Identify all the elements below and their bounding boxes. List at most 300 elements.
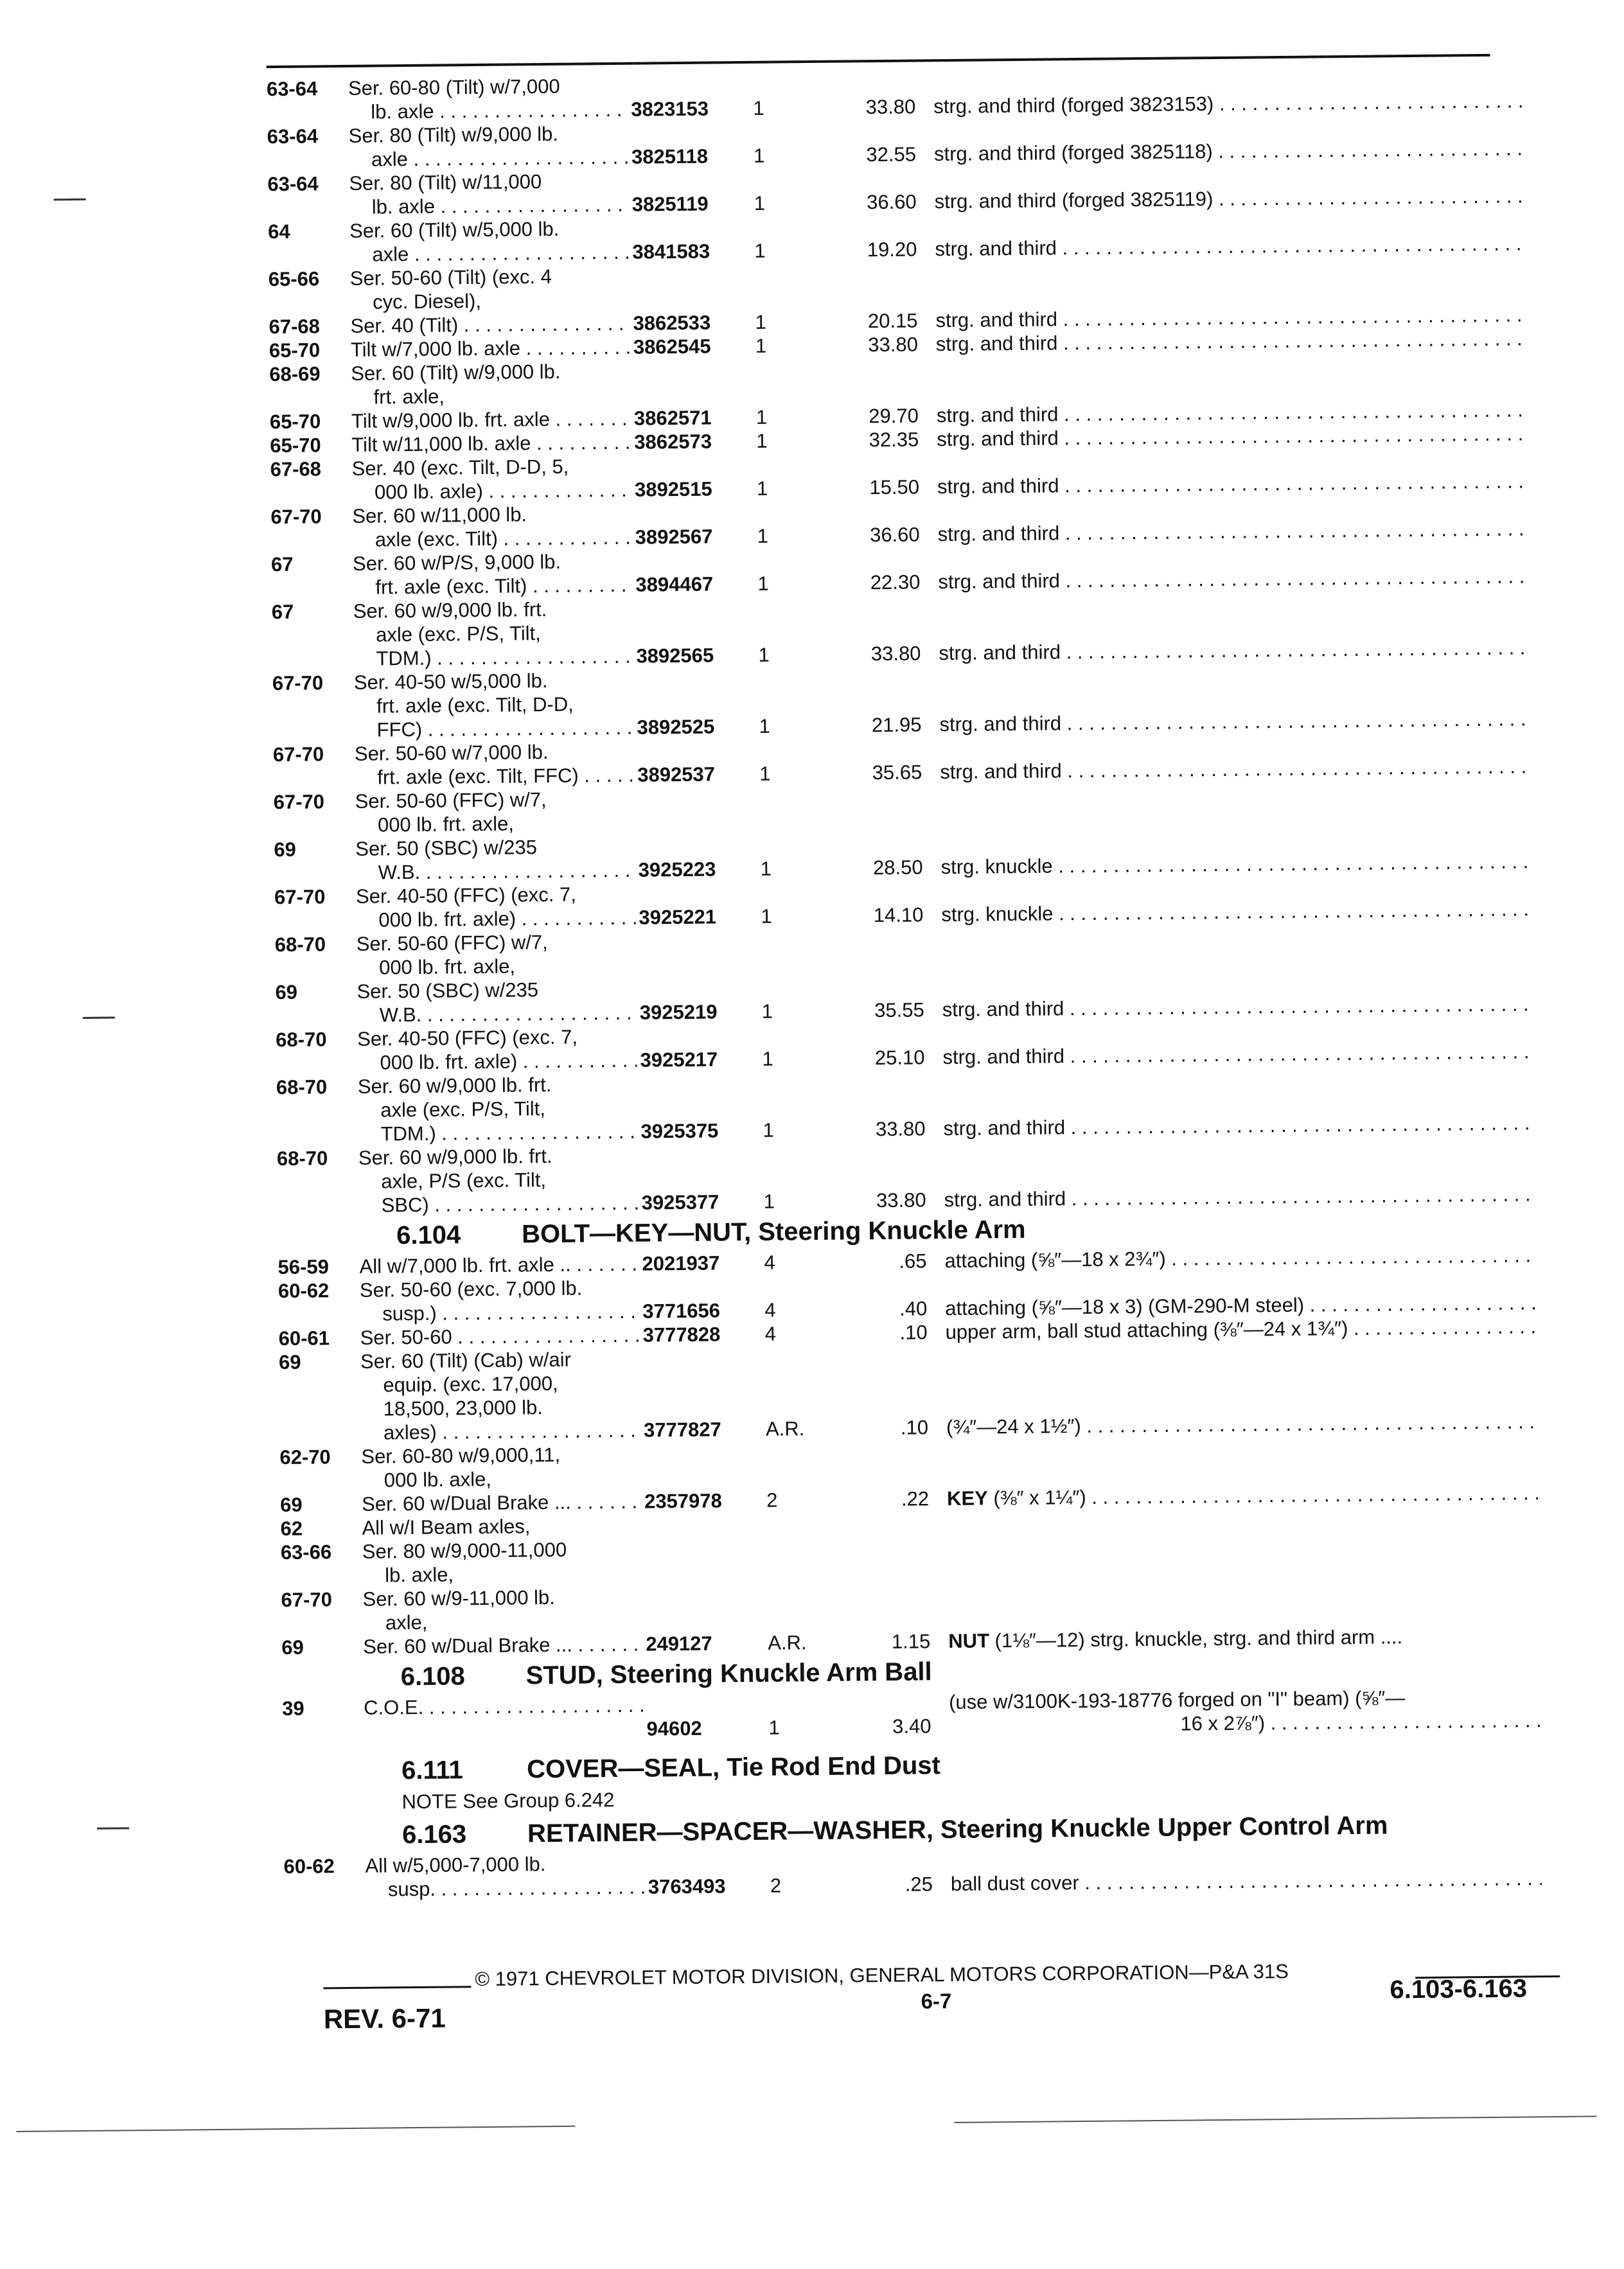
part-number: 2357978	[644, 1489, 722, 1513]
quantity: 1	[763, 1190, 775, 1213]
section-title: RETAINER—SPACER—WASHER, Steering Knuckle Upper Control Arm	[527, 1811, 1388, 1848]
quantity: 4	[764, 1298, 776, 1321]
part-number: 3825119	[631, 192, 709, 216]
part-description	[354, 668, 634, 742]
quantity: 4	[764, 1251, 775, 1274]
part-number: 3894467	[635, 572, 714, 596]
price: 22.30	[870, 570, 921, 594]
part-number: 94602	[646, 1717, 702, 1740]
quantity: 1	[755, 405, 768, 428]
section-number: 6.163	[402, 1820, 467, 1850]
model-year: 67-68	[270, 457, 322, 481]
description-line: TDM.) . . .	[353, 644, 633, 671]
quantity	[755, 381, 833, 382]
part-description	[361, 1442, 641, 1492]
quantity: 1	[754, 191, 766, 215]
remark-line: NUT (1⅛″—12) strg. knuckle, strg. and third arm ....	[948, 1625, 1403, 1653]
part-description	[362, 1514, 641, 1540]
price: 25.10	[874, 1046, 925, 1070]
bottom-rule	[954, 2115, 1596, 2123]
model-year: 68-70	[276, 1028, 327, 1052]
description-line: cyc. Diesel),	[372, 289, 482, 313]
quantity: 4	[764, 1322, 777, 1345]
margin-mark	[97, 1827, 129, 1829]
part-description	[355, 739, 635, 790]
description-line: Ser. 60-80 w/9,000,11,	[361, 1443, 561, 1468]
model-year: 60-62	[283, 1855, 335, 1878]
description-line: axle (exc. Tilt) . . .	[353, 525, 632, 552]
model-year: 67	[271, 600, 294, 624]
description-line: axle,	[385, 1611, 428, 1634]
part-number: 3862533	[633, 311, 711, 335]
price: 28.50	[872, 856, 923, 879]
part-number: 3925221	[639, 905, 717, 929]
part-description	[357, 977, 637, 1027]
section-title: STUD, Steering Knuckle Arm Ball	[525, 1657, 932, 1690]
remark-line: strg. and third . . .	[937, 421, 1528, 451]
section-number: 6.104	[396, 1221, 461, 1250]
part-number: 249127	[646, 1632, 712, 1655]
description-line: All w/I Beam axles,	[362, 1515, 531, 1539]
price: 33.80	[875, 1117, 926, 1141]
part-description	[348, 121, 628, 172]
description-line: lb. axle,	[385, 1563, 454, 1587]
description-line: susp. . . .	[366, 1875, 645, 1902]
description-line: Tilt w/11,000 lb. axle . . .	[351, 430, 631, 457]
quantity: 1	[755, 310, 766, 333]
model-year: 56-59	[278, 1255, 330, 1279]
description-line: frt. axle (exc. Tilt) . . .	[353, 573, 632, 599]
description-line: 000 lb. axle) . . .	[352, 478, 631, 504]
quantity: 1	[761, 905, 772, 928]
model-year: 63-66	[280, 1541, 332, 1564]
description-line: Ser. 50 (SBC) w/235	[357, 978, 539, 1003]
model-year: 67-70	[272, 671, 324, 695]
bottom-rule	[16, 2126, 575, 2132]
quantity: 1	[757, 524, 769, 547]
part-number	[639, 952, 748, 953]
description-line: axle (exc. P/S, Tilt,	[375, 622, 541, 646]
description-line: TDM.) . . .	[358, 1120, 637, 1146]
description-line: Ser. 60 (Tilt) w/5,000 lb.	[349, 217, 560, 242]
price: .22	[901, 1487, 930, 1510]
part-number: 3763493	[648, 1875, 726, 1898]
description-line: 000 lb. axle,	[384, 1467, 492, 1492]
model-year: 60-61	[278, 1327, 330, 1350]
model-year: 63-64	[267, 125, 319, 148]
model-year: 68-70	[274, 933, 326, 957]
price: 1.15	[891, 1630, 931, 1653]
model-year: 39	[282, 1697, 304, 1720]
model-year: 63-64	[267, 172, 319, 196]
part-description	[360, 1347, 640, 1445]
part-description	[351, 454, 631, 504]
margin-mark	[54, 199, 86, 200]
remark-line: strg. and third . . .	[940, 754, 1531, 784]
part-number	[646, 1607, 755, 1609]
note-text: NOTE See Group 6.242	[402, 1788, 615, 1814]
remarks	[944, 1182, 1535, 1212]
description-line: Ser. 60 (Tilt) (Cab) w/air	[360, 1348, 572, 1373]
part-number: 2021937	[642, 1251, 720, 1275]
part-number: 3892537	[637, 763, 716, 786]
part-description	[351, 430, 631, 457]
model-year: 69	[278, 1350, 301, 1374]
part-number: 3823153	[631, 97, 709, 121]
description-line: Ser. 80 w/9,000-11,000	[362, 1538, 567, 1563]
part-number: 3892565	[636, 644, 714, 667]
part-number: 3841583	[632, 240, 710, 263]
part-number: 3925217	[640, 1048, 718, 1072]
remark-line: (¾″—24 x 1½″) . . .	[946, 1409, 1537, 1439]
part-number	[633, 382, 743, 383]
remark-line: attaching (⅝″—18 x 3) (GM-290-M steel) . . .	[945, 1291, 1536, 1320]
part-number	[638, 809, 747, 811]
part-description	[358, 1072, 638, 1146]
remark-line: strg. knuckle . . .	[940, 849, 1531, 879]
remark-line: strg. and third . . .	[939, 635, 1530, 665]
part-description	[349, 216, 630, 267]
remarks	[949, 1684, 1540, 1738]
description-line: Ser. 60 w/9,000 lb. frt.	[353, 597, 547, 622]
quantity: 1	[756, 429, 768, 452]
remark-line: strg. and third . . .	[944, 1182, 1535, 1212]
remark-line: (use w/3100K-193-18776 forged on "I" beam) (⅝″—	[948, 1686, 1406, 1714]
description-line: 000 lb. frt. axle) . . .	[356, 906, 635, 932]
quantity: 1	[759, 762, 771, 785]
quantity: 1	[756, 477, 768, 500]
model-year: 67-70	[274, 885, 326, 909]
part-number	[644, 1465, 754, 1466]
price: 35.55	[874, 998, 924, 1022]
description-line: lb. axle . . .	[348, 98, 628, 124]
description-line: Ser. 60 w/9-11,000 lb.	[362, 1585, 555, 1611]
remark-line: strg. and third . . .	[937, 398, 1528, 427]
model-year: 62	[280, 1517, 303, 1541]
part-description	[355, 834, 635, 885]
quantity: 1	[757, 572, 769, 595]
quantity: 1	[768, 1716, 780, 1739]
part-description	[360, 1276, 640, 1326]
description-line: Ser. 60 w/Dual Brake ... . . .	[362, 1490, 641, 1516]
quantity: 1	[763, 1118, 774, 1142]
description-line: All w/5,000-7,000 lb.	[365, 1853, 546, 1877]
part-description	[362, 1585, 642, 1635]
price	[847, 1605, 930, 1606]
part-number: 3925223	[638, 858, 716, 881]
description-line: Ser. 40-50 w/5,000 lb.	[353, 669, 548, 694]
quantity: 1	[753, 144, 765, 167]
model-year: 67-70	[270, 505, 322, 529]
keyword-label: KEY	[946, 1487, 988, 1510]
model-year: 67-70	[272, 743, 324, 766]
remark-line: strg. and third . . .	[935, 231, 1526, 261]
quantity: 1	[755, 334, 767, 357]
model-year: 67-68	[269, 315, 320, 339]
quantity: A.R.	[765, 1417, 805, 1440]
quantity: 1	[760, 857, 772, 880]
model-year: 64	[267, 220, 290, 243]
remarks	[948, 1623, 1539, 1653]
model-year: 60-62	[278, 1279, 330, 1303]
part-row	[276, 1063, 1549, 1147]
part-number: 3862573	[634, 430, 712, 454]
description-line: Ser. 40 (Tilt) . . .	[350, 312, 630, 338]
remark-line: ball dust cover . . .	[951, 1866, 1542, 1896]
price: .65	[899, 1249, 927, 1273]
remark-line: KEY (⅜″ x 1¼″) . . .	[947, 1481, 1538, 1510]
part-row	[279, 1338, 1551, 1445]
quantity: 1	[754, 239, 766, 262]
description-line: Ser. 50-60 (exc. 7,000 lb.	[359, 1276, 583, 1302]
quantity: A.R.	[768, 1631, 807, 1654]
quantity	[766, 1464, 843, 1465]
remarks	[951, 1866, 1542, 1896]
part-description	[350, 264, 630, 314]
quantity: 1	[753, 96, 764, 119]
price: .40	[899, 1297, 928, 1320]
description-line: Ser. 40-50 (FFC) (exc. 7,	[355, 883, 577, 908]
quantity: 1	[762, 1047, 773, 1070]
part-description	[364, 1693, 643, 1720]
description-line: Ser. 60 w/9,000 lb. frt.	[358, 1144, 552, 1169]
remark-line: 16 x 2⅞″) . . .	[949, 1708, 1540, 1738]
part-description	[359, 1252, 639, 1278]
price: 36.60	[866, 190, 917, 214]
part-number: 3771656	[642, 1299, 721, 1323]
model-year: 67-70	[273, 790, 325, 814]
price: 32.35	[869, 428, 919, 452]
part-description	[360, 1323, 639, 1350]
quantity	[755, 286, 832, 287]
description-line: Ser. 50-60 (Tilt) (exc. 4	[349, 265, 552, 290]
part-description	[363, 1632, 642, 1659]
description-line: axle, P/S (exc. Tilt,	[381, 1169, 547, 1193]
description-line: susp.) . . .	[360, 1300, 639, 1326]
part-number: 3892567	[635, 525, 713, 549]
part-description	[356, 882, 636, 932]
remark-line: strg. and third . . .	[943, 1111, 1534, 1140]
part-description	[362, 1537, 642, 1587]
part-number: 3925219	[639, 1000, 718, 1024]
model-year: 65-70	[269, 339, 321, 362]
description-line: Ser. 50-60 (FFC) w/7,	[355, 788, 547, 813]
price: 15.50	[869, 475, 920, 499]
price: 32.55	[866, 143, 917, 166]
description-line: lb. axle . . .	[349, 193, 629, 219]
part-description	[353, 549, 633, 599]
model-year: 65-70	[269, 410, 321, 434]
part-number: 3862571	[633, 406, 712, 430]
description-line: frt. axle (exc. Tilt, FFC) . . . .	[355, 763, 634, 790]
description-line: W.B. . . .	[357, 1001, 637, 1027]
description-line: Ser. 80 (Tilt) w/11,000	[349, 170, 542, 195]
part-description	[357, 930, 637, 980]
price: 3.40	[892, 1715, 931, 1738]
description-line: equip. (exc. 17,000,	[383, 1372, 558, 1397]
description-line: Ser. 50-60 w/7,000 lb.	[354, 740, 549, 765]
model-year: 65-66	[268, 267, 320, 291]
model-year: 69	[274, 838, 296, 861]
quantity: 1	[761, 1000, 773, 1023]
price: .10	[899, 1321, 928, 1344]
price: 21.95	[871, 713, 922, 737]
remark-line: strg. and third . . .	[942, 992, 1533, 1021]
part-description	[357, 1025, 637, 1075]
part-description	[349, 169, 629, 219]
page-number: 6-7	[921, 1989, 952, 2013]
section-title: BOLT—KEY—NUT, Steering Knuckle Arm	[521, 1215, 1026, 1249]
price: 33.80	[868, 333, 919, 357]
remark-line: strg. and third (forged 3825119) . . .	[935, 184, 1526, 213]
keyword-label: NUT	[948, 1629, 990, 1653]
price	[845, 1510, 929, 1511]
remark-line: strg. and third . . .	[939, 707, 1530, 736]
part-description	[353, 597, 633, 671]
part-description	[365, 1851, 645, 1902]
part-description	[351, 335, 630, 362]
part-number	[633, 287, 742, 288]
model-year: 67-70	[281, 1588, 333, 1612]
price	[840, 950, 924, 951]
quantity: 2	[766, 1488, 778, 1512]
price: .25	[905, 1873, 933, 1896]
description-line: 000 lb. frt. axle,	[377, 812, 515, 836]
description-line: All w/7,000 lb. frt. axle .. . . .	[359, 1252, 639, 1278]
model-year: 68-69	[269, 362, 321, 386]
quantity	[767, 1559, 844, 1560]
part-description	[351, 359, 631, 409]
description-line: 000 lb. frt. axle,	[378, 955, 516, 979]
remark-line: upper arm, ball stud attaching (⅜″—24 x 1¾″) . . .	[945, 1314, 1536, 1344]
part-number: 3777827	[643, 1418, 721, 1442]
description-line: axle . . .	[349, 240, 629, 267]
description-line: Ser. 60 w/11,000 lb.	[352, 503, 527, 527]
model-year: 65-70	[270, 434, 321, 457]
model-year: 69	[279, 1493, 303, 1517]
description-line: frt. axle (exc. Tilt, D-D,	[376, 693, 574, 718]
section-number: 6.111	[401, 1756, 464, 1785]
model-year: 69	[275, 980, 298, 1004]
part-description	[350, 312, 630, 338]
part-description	[362, 1490, 641, 1516]
price: 20.15	[867, 309, 918, 333]
part-description	[348, 74, 628, 124]
description-line: SBC) . . .	[358, 1191, 638, 1217]
model-year: 69	[281, 1636, 304, 1659]
model-year: 62-70	[279, 1445, 331, 1469]
rows-6103	[267, 65, 1549, 1218]
description-line: Ser. 50 (SBC) w/235	[355, 836, 538, 860]
remark-line: strg. and third . . .	[942, 1039, 1533, 1069]
part-number	[645, 1560, 754, 1561]
description-line: Tilt w/7,000 lb. axle . . .	[351, 335, 630, 362]
section-title: COVER—SEAL, Tie Rod End Dust	[526, 1751, 941, 1784]
description-line: axles) . . .	[361, 1418, 640, 1445]
description-line: frt. axle,	[373, 385, 445, 409]
price: .10	[900, 1416, 929, 1439]
description-line: Ser. 60 w/Dual Brake ... . . .	[363, 1632, 642, 1659]
price: 33.80	[876, 1188, 926, 1212]
part-description	[355, 787, 635, 837]
description-line: 18,500, 23,000 lb.	[383, 1396, 543, 1420]
part-row	[277, 1134, 1549, 1218]
part-number: 3925375	[640, 1119, 719, 1143]
model-year: 67	[270, 552, 294, 576]
model-year: 68-70	[276, 1147, 328, 1170]
description-line: Ser. 40 (exc. Tilt, D-D, 5,	[351, 455, 569, 480]
remark-line: strg. and third . . .	[938, 564, 1529, 594]
copyright-text: © 1971 CHEVROLET MOTOR DIVISION, GENERAL MOTORS CORPORATION—P&A 31S	[475, 1960, 1289, 1991]
top-rule	[267, 54, 1490, 68]
remark-line: strg. and third . . .	[937, 516, 1528, 546]
part-number: 3925377	[641, 1190, 719, 1214]
description-line: Ser. 60 w/9,000 lb. frt.	[357, 1073, 552, 1098]
remark-line: attaching (⅝″—18 x 2¾″) . . .	[944, 1243, 1535, 1273]
price: 14.10	[873, 903, 924, 927]
description-line: 000 lb. frt. axle) . . .	[357, 1048, 637, 1075]
description-line: C.O.E. . . .	[364, 1693, 643, 1720]
remark-line: strg. and third . . .	[936, 326, 1527, 356]
part-number: 3892525	[637, 715, 715, 739]
remark-line: strg. and third (forged 3825118) . . .	[934, 136, 1525, 166]
description-line: axle . . .	[349, 145, 628, 172]
part-description	[358, 1143, 639, 1217]
description-line: Ser. 50-60 (FFC) w/7,	[356, 930, 548, 955]
revision-label: REV. 6-71	[323, 2002, 446, 2035]
remark-line: strg. knuckle . . .	[941, 897, 1532, 926]
part-row	[272, 659, 1545, 743]
model-year: 63-64	[266, 77, 318, 101]
rows-6104	[278, 1243, 1553, 1659]
description-line: Ser. 60 (Tilt) w/9,000 lb.	[351, 360, 561, 385]
part-description	[352, 502, 632, 552]
part-row	[272, 588, 1544, 671]
description-line: Ser. 50-60 . . .	[360, 1323, 639, 1350]
price: 33.80	[870, 642, 921, 666]
remark-line: strg. and third . . .	[937, 469, 1528, 499]
description-line: Ser. 80 (Tilt) w/9,000 lb.	[348, 122, 559, 147]
description-line: axle (exc. P/S, Tilt,	[380, 1097, 546, 1122]
part-number: 3777828	[642, 1323, 721, 1346]
quantity	[761, 951, 838, 952]
description-line: Tilt w/9,000 lb. frt. axle . . .	[351, 407, 631, 433]
description-line: Ser. 60 w/P/S, 9,000 lb.	[352, 550, 561, 575]
remark-line: strg. and third . . .	[935, 303, 1526, 332]
part-description	[351, 407, 631, 433]
quantity: 2	[770, 1874, 782, 1897]
page-footer	[323, 1957, 1557, 2035]
quantity: 1	[758, 643, 770, 666]
price: 33.80	[865, 95, 916, 119]
description-line: Ser. 40-50 (FFC) (exc. 7,	[357, 1025, 578, 1050]
quantity: 1	[759, 714, 770, 737]
remark-line: strg. and third (forged 3823153) . . .	[933, 89, 1524, 118]
price: 36.60	[869, 523, 920, 547]
footer-rule-left	[323, 1986, 471, 1989]
price: 19.20	[867, 238, 917, 261]
part-number: 3862545	[633, 335, 711, 358]
parts-list	[267, 65, 1556, 1902]
description-line: W.B. . . .	[356, 858, 635, 885]
margin-mark	[83, 1016, 115, 1018]
group-range: 6.103-6.163	[1390, 1974, 1528, 2004]
price: 29.70	[869, 404, 919, 428]
part-number: 3825118	[631, 145, 709, 168]
model-year: 68-70	[276, 1075, 328, 1099]
part-number: 3892515	[634, 477, 712, 501]
price: 35.65	[872, 761, 922, 784]
